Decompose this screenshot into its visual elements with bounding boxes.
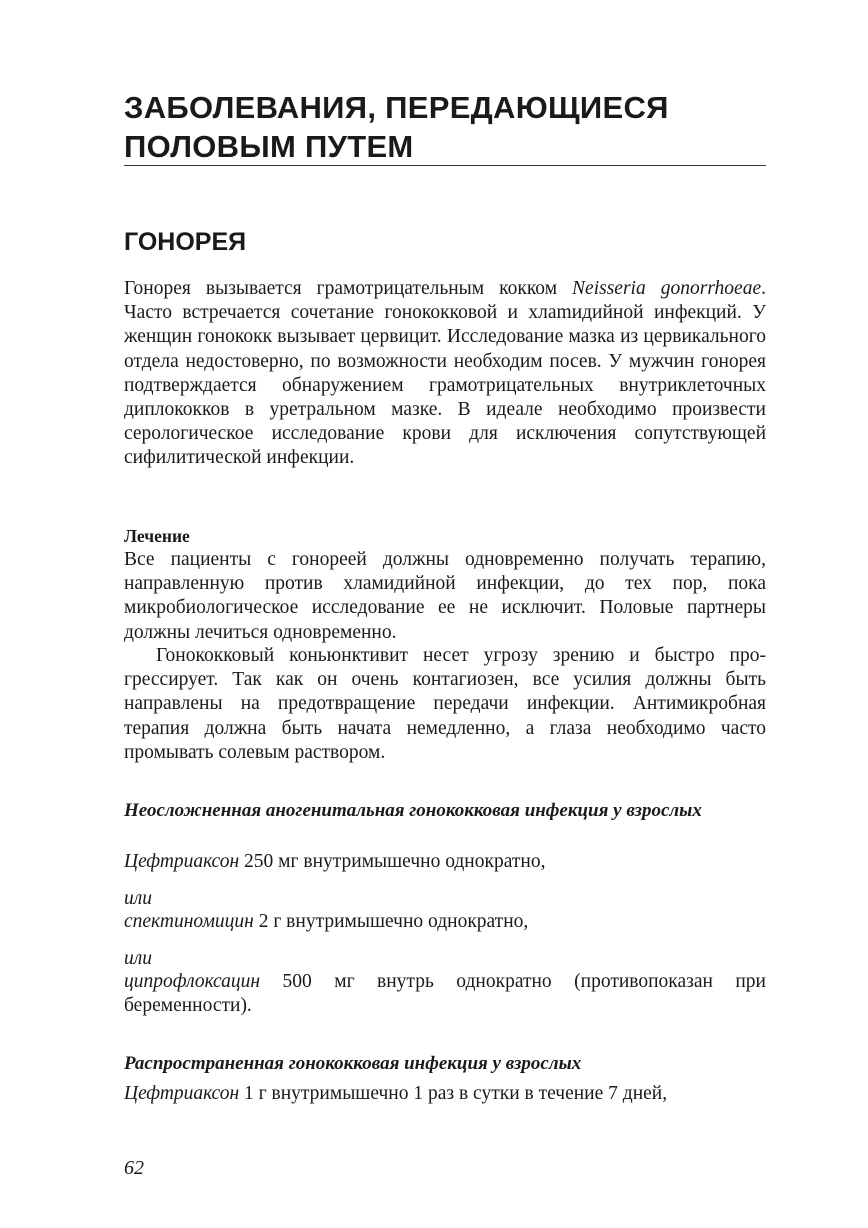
drug-name: ципрофлоксацин — [124, 971, 261, 992]
treatment-paragraph-2: Гонококковый коньюнктивит несет угрозу зрению и быстро прогрессирует. Так как он очень контагиозен, все усилия должны быть направлены на предотвращение передачи инфекции. Антимикробная терапия должна быть начата немедленно, а глаза необходимо часто промывать солевым раствором. — [124, 645, 766, 763]
chapter-title-line2: ПОЛОВЫМ ПУТЕМ — [124, 129, 414, 164]
drug-dose: 2 г внутримышечно однократно, — [253, 911, 529, 932]
intro-text-rest: . Часто встречается сочетание гонококковой и хлаmидийной инфекций. У женщин гонококк вызывает цервицит. Исследование мазка из цервикального отдела недостоверно, по возможности необходим посев. У мужчин гонорея подтверждается обнаружением грамотрицательных внутриклеточных диплококков в уретральном мазке. В идеале необходимо произвести серологическое исследование крови для исключения сопутствующей сифилитической инфекции. — [124, 278, 766, 469]
treatment-heading: Лечение — [124, 526, 190, 546]
intro-text-start: Гонорея вызывается грамотрицательным кокком — [124, 278, 573, 299]
intro-paragraph — [124, 277, 766, 471]
drug-name: Цефтриаксон — [124, 851, 240, 872]
regimen-ceftriaxone — [124, 850, 766, 874]
drug-name: спектиномицин — [124, 911, 254, 932]
regimen-spectinomycin — [124, 910, 766, 934]
drug-name: Цефтриаксон — [124, 1083, 240, 1104]
drug-dose: 250 мг внутримышечно однократно, — [239, 851, 546, 872]
chapter-title — [124, 88, 766, 166]
section-title: ГОНОРЕЯ — [124, 228, 247, 256]
uncomplicated-infection-heading: Неосложненная аногенитальная гонококковая инфекция у взрослых — [124, 800, 702, 821]
regimen-ceftriaxone-disseminated — [124, 1082, 766, 1106]
or-separator: или — [124, 888, 153, 909]
disseminated-infection-heading: Распространенная гонококковая инфекция у взрослых — [124, 1053, 582, 1074]
or-separator: или — [124, 948, 153, 969]
chapter-divider — [124, 165, 766, 166]
treatment-paragraph-1: Все пациенты с гонореей должны одновременно получать терапию, направленную против хламидийной инфекции, до тех пор, пока микробиологическое исследование ее не исключит. Половые партнеры должны лечиться одновременно. — [124, 549, 766, 643]
page-number: 62 — [124, 1157, 144, 1179]
drug-dose: 1 г внутримышечно 1 раз в сутки в течение 7 дней, — [239, 1083, 668, 1104]
regimen-ciprofloxacin — [124, 970, 766, 1018]
species-name: Neisseria gonorrhoeae — [572, 278, 762, 299]
chapter-title-line1: ЗАБОЛЕВАНИЯ, ПЕРЕДАЮЩИЕСЯ — [124, 90, 669, 125]
drug-dose: 500 мг внутрь однократно (противопоказан при беременности). — [124, 971, 766, 1016]
book-page — [124, 0, 766, 1228]
